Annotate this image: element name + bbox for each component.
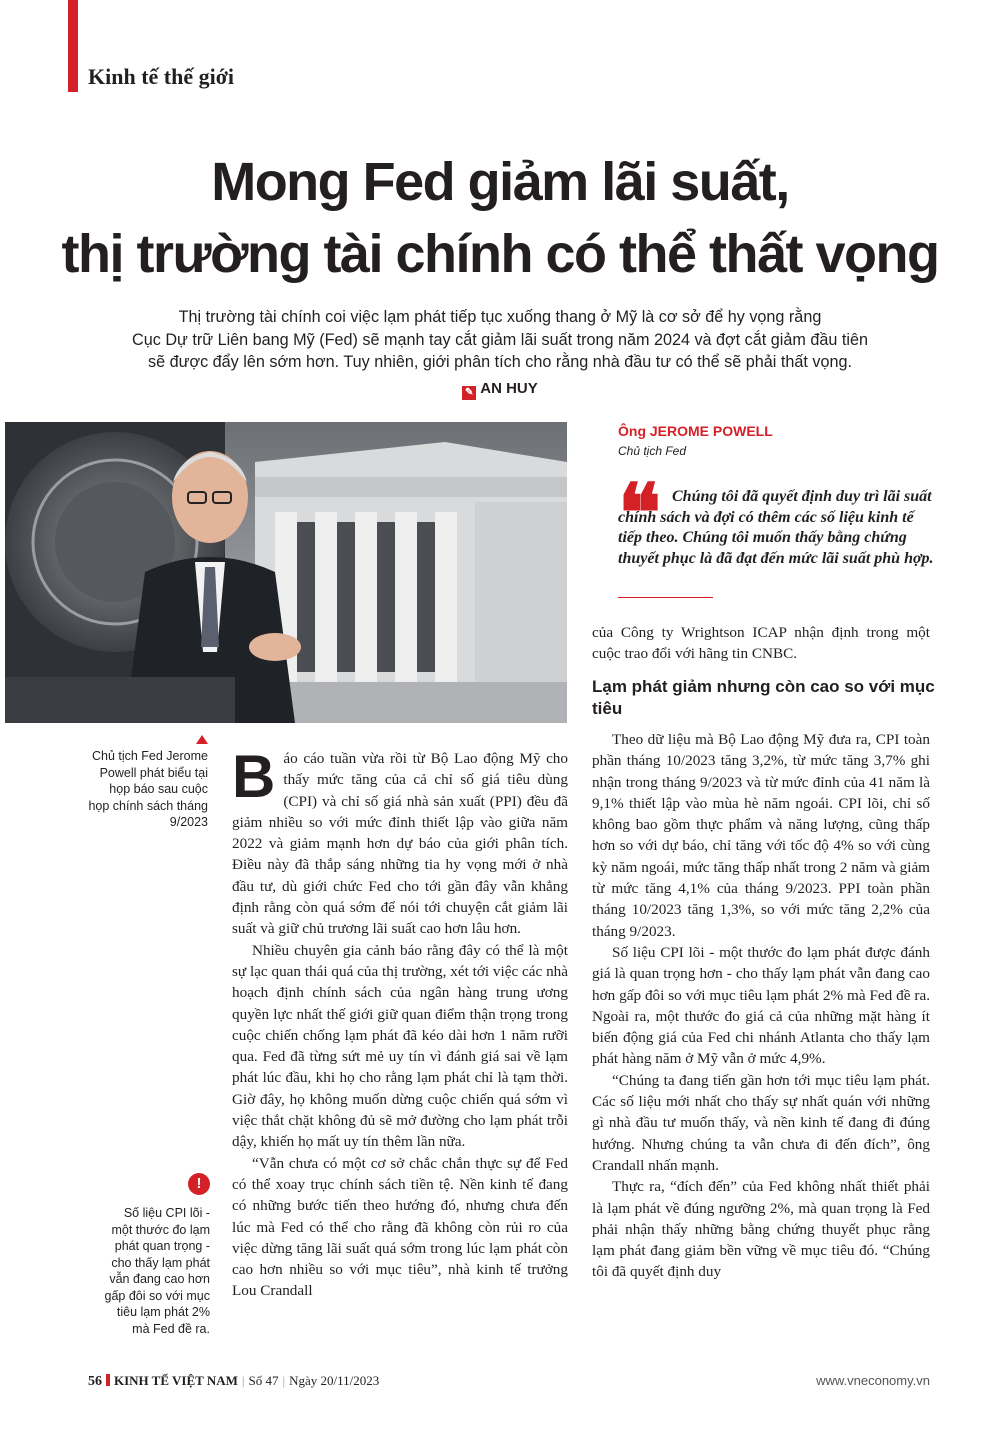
- sidebar-note: Số liệu CPI lõi - một thước đo lạm phát quan trọng - cho thấy lạm phát vẫn đang cao hơn gấp đôi so với mục tiêu lạm phát 2% mà Fed đề ra.: [104, 1206, 210, 1336]
- body-column-right-top: [592, 622, 930, 665]
- magazine-name: KINH TẾ VIỆT NAM: [114, 1373, 238, 1388]
- section-label: Kinh tế thế giới: [88, 64, 235, 89]
- quote-mark-icon: ❝: [618, 471, 662, 559]
- body-paragraph-5: Theo dữ liệu mà Bộ Lao động Mỹ đưa ra, CPI toàn phần tháng 10/2023 tăng 3,2%, từ mức tăng 3,7% ghi nhận trong tháng 9/2023 và từ mức đỉnh của 41 năm là 9,1% thiết lập vào mùa hè năm ngoái. CPI lõi, chỉ số không bao gồm thực phẩm và năng lượng, cũng thấp hơn so với dự báo, chỉ tăng với tốc độ 4% so với cùng kỳ năm ngoái, mức tăng thấp nhất trong 2 năm và giảm từ mức tăng 4,1% của tháng 9/2023. PPI toàn phần tháng 10/2023 tăng 1,3%, so với mức tăng 2,2% của tháng 9/2023.: [592, 731, 930, 940]
- lead-paragraph: [60, 306, 940, 374]
- body-paragraph-4: của Công ty Wrightson ICAP nhận định trong một cuộc trao đổi với hãng tin CNBC.: [592, 624, 930, 663]
- quote-divider: [618, 597, 713, 598]
- website-url: www.vneconomy.vn: [816, 1373, 930, 1388]
- page-footer: 56 KINH TẾ VIỆT NAM | Số 47 | Ngày 20/11/2023: [88, 1373, 380, 1389]
- byline: [0, 380, 1000, 400]
- exclamation-icon: !: [188, 1173, 210, 1195]
- fed-powell-illustration: [5, 422, 567, 723]
- headline-line-2: thị trường tài chính có thể thất vọng: [61, 224, 939, 284]
- drop-cap: B: [232, 743, 276, 810]
- body-paragraph-3: “Vẫn chưa có một cơ sở chắc chắn thực sự để Fed có thể xoay trục chính sách tiền tệ. Nền kinh tế đang có những bước tiến theo hướng đó, nhưng chưa đến lúc mà Fed có thể cho rằng đã không còn rủi ro của việc dừng tăng lãi suất quá sớm trong lúc lạm phát còn cao hơn nhiều so với mục tiêu”, nhà kinh tế trưởng Lou Crandall: [232, 1154, 568, 1300]
- page-number: 56: [88, 1374, 102, 1389]
- photo-caption: Chủ tịch Fed Jerome Powell phát biểu tại họp báo sau cuộc họp chính sách tháng 9/2023: [88, 749, 208, 829]
- body-paragraph-1: Báo cáo tuần vừa rồi từ Bộ Lao động Mỹ cho thấy mức tăng của cả chỉ số giá tiêu dùng (CPI) và chỉ số giá nhà sản xuất (PPI) đều đã giảm nhiều so với mức đỉnh thiết lập vào giữa năm 2022 và giảm mạnh hơn dự báo của giới phân tích. Điều này đã thắp sáng những tia hy vọng mới ở nhà đầu tư, dù giới chức Fed cho tới gần đây vẫn khẳng định rằng còn quá sớm để nói tới chuyện cắt giảm lãi suất và giữ chủ trương lãi suất cao hơn lâu hơn.: [232, 743, 568, 938]
- lead-line-1: Thị trường tài chính coi việc lạm phát tiếp tục xuống thang ở Mỹ là cơ sở để hy vọng rằng: [178, 308, 822, 326]
- pen-icon: ✎: [462, 386, 476, 400]
- footer-accent: [106, 1374, 110, 1386]
- issue-date: Ngày 20/11/2023: [289, 1373, 380, 1388]
- body-column-left: [232, 743, 568, 1302]
- quote-speaker-name: Ông JEROME POWELL: [618, 423, 773, 439]
- body-column-right: [592, 729, 930, 1283]
- body-paragraph-7: “Chúng ta đang tiến gần hơn tới mục tiêu lạm phát. Các số liệu mới nhất cho thấy sự nhất quán với những gì nhà đầu tư muốn thấy, và nền kinh tế đang đi đúng hướng. Nhưng chúng ta vẫn chưa đi đến đích”, ông Crandall nhấn mạnh.: [592, 1071, 930, 1174]
- section-accent-bar: [68, 0, 78, 92]
- pull-quote-text: Chúng tôi đã quyết định duy trì lãi suất chính sách và đợi có thêm các số liệu kinh tế tiếp theo. Chúng tôi muốn thấy bằng chứng thuyết phục là đã đạt đến mức lãi suất phù hợp.: [618, 488, 934, 567]
- caption-triangle-icon: [196, 735, 208, 744]
- subheading: Lạm phát giảm nhưng còn cao so với mục tiêu: [592, 677, 935, 718]
- body-paragraph-2: Nhiều chuyên gia cảnh báo rằng đây có thể là một sự lạc quan thái quá của thị trường, xét tới việc các nhà hoạch định chính sách của ngân hàng trung ương quyền lực nhất thế giới giữ quan điểm thận trọng trong cuộc chiến chống lạm phát đã kéo dài hơn 1 năm rưỡi qua. Fed đã từng sứt mẻ uy tín vì đánh giá sai về lạm phát lúc đầu, khi họ cho rằng lạm phát chỉ là tạm thời. Giờ đây, họ không muốn dừng cuộc chiến quá sớm vì việc thắt chặt không đủ sẽ mở đường cho lạm phát trỗi dậy, khiến họ mất uy tín thêm lần nữa.: [232, 941, 568, 1151]
- issue-number: Số 47: [248, 1373, 279, 1388]
- lead-line-3: sẽ được đẩy lên sớm hơn. Tuy nhiên, giới phân tích cho rằng nhà đầu tư có thể sẽ phải thất vọng.: [148, 353, 852, 371]
- body-paragraph-6: Số liệu CPI lõi - một thước đo lạm phát được đánh giá là quan trọng hơn - cho thấy lạm phát vẫn đang cao hơn gấp đôi so với mục tiêu lạm phát 2% mà Fed đề ra. Ngoài ra, một thước đo giá cả của những mặt hàng ít biến động giá của Fed chi nhánh Atlanta cho thấy lạm phát hàng năm ở Mỹ vẫn ở mức 4,9%.: [592, 943, 930, 1068]
- lead-line-2: Cục Dự trữ Liên bang Mỹ (Fed) sẽ mạnh tay cắt giảm lãi suất trong năm 2024 và đợt cắt giảm đầu tiên: [132, 330, 868, 349]
- headline-line-1: Mong Fed giảm lãi suất,: [211, 152, 789, 212]
- article-photo: [5, 422, 567, 723]
- author-name: AN HUY: [480, 380, 538, 397]
- body-paragraph-8: Thực ra, “đích đến” của Fed không nhất thiết phải là lạm phát về đúng ngưỡng 2%, mà quan trọng là Fed phải nhận thấy những bằng chứng thuyết phục rằng lạm phát đang giảm bền vững về mục tiêu đó. “Chúng tôi đã quyết định duy: [592, 1178, 930, 1281]
- quote-speaker-role: Chủ tịch Fed: [618, 444, 687, 458]
